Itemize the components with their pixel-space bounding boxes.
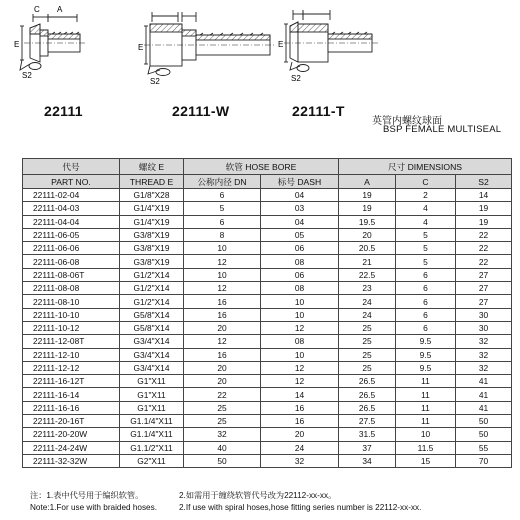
- cell-thread: G1.1/4"X11: [120, 428, 184, 441]
- cell-dim-s2: 70: [456, 454, 512, 467]
- cell-dim-a: 19: [339, 189, 396, 202]
- header-dim-c: C: [396, 175, 456, 189]
- cell-dim-s2: 41: [456, 375, 512, 388]
- cell-part-no: 22111-12-12: [23, 361, 120, 374]
- table-row: [23, 388, 512, 401]
- cell-thread: G1"X11: [120, 401, 184, 414]
- model-label-22111: 22111: [44, 103, 83, 119]
- cell-part-no: 22111-10-12: [23, 321, 120, 334]
- cell-dim-s2: 27: [456, 295, 512, 308]
- cell-thread: G3/4"X14: [120, 348, 184, 361]
- cell-dim-a: 37: [339, 441, 396, 454]
- table-row: [23, 361, 512, 374]
- cell-part-no: 22111-04-03: [23, 202, 120, 215]
- header-dim-a: A: [339, 175, 396, 189]
- cell-thread: G1.1/4"X11: [120, 415, 184, 428]
- cell-dim-a: 26.5: [339, 388, 396, 401]
- cell-part-no: 22111-10-10: [23, 308, 120, 321]
- cell-dim-a: 25: [339, 361, 396, 374]
- cell-part-no: 22111-06-06: [23, 242, 120, 255]
- cell-dim-a: 25: [339, 348, 396, 361]
- cell-thread: G1/8"X28: [120, 189, 184, 202]
- cell-thread: G1/2"X14: [120, 268, 184, 281]
- table-row: [23, 189, 512, 202]
- cell-dim-a: 21: [339, 255, 396, 268]
- cell-dim-c: 11: [396, 415, 456, 428]
- dim-label-c: C: [34, 5, 40, 14]
- cell-dim-c: 6: [396, 308, 456, 321]
- subtitle-chinese: 英管内螺纹球面: [372, 116, 442, 127]
- cell-hose-dash: 12: [261, 375, 339, 388]
- cell-dim-c: 11: [396, 401, 456, 414]
- cell-hose-dash: 12: [261, 361, 339, 374]
- cell-hose-dn: 10: [184, 242, 261, 255]
- model-label-22111-t: 22111-T: [292, 103, 345, 119]
- cell-hose-dash: 08: [261, 282, 339, 295]
- header-part-cn: 代号: [23, 159, 120, 175]
- cell-dim-c: 6: [396, 268, 456, 281]
- cell-dim-s2: 22: [456, 228, 512, 241]
- cell-dim-s2: 41: [456, 388, 512, 401]
- cell-dim-c: 10: [396, 428, 456, 441]
- cell-hose-dash: 06: [261, 268, 339, 281]
- dim-label-a: A: [57, 5, 63, 14]
- header-dimensions: 尺寸 DIMENSIONS: [339, 159, 512, 175]
- cell-hose-dash: 20: [261, 428, 339, 441]
- cell-thread: G1/2"X14: [120, 282, 184, 295]
- table-row: [23, 375, 512, 388]
- cell-dim-a: 19.5: [339, 215, 396, 228]
- cell-thread: G1"X11: [120, 375, 184, 388]
- cell-dim-c: 5: [396, 228, 456, 241]
- cell-dim-a: 24: [339, 308, 396, 321]
- cell-part-no: 22111-20-16T: [23, 415, 120, 428]
- cell-hose-dn: 40: [184, 441, 261, 454]
- cell-hose-dash: 05: [261, 228, 339, 241]
- cell-part-no: 22111-06-05: [23, 228, 120, 241]
- cell-dim-c: 6: [396, 282, 456, 295]
- cell-dim-a: 24: [339, 295, 396, 308]
- table-row: [23, 228, 512, 241]
- cell-thread: G3/8"X19: [120, 255, 184, 268]
- cell-hose-dash: 12: [261, 321, 339, 334]
- cell-dim-c: 2: [396, 189, 456, 202]
- cell-thread: G1"X11: [120, 388, 184, 401]
- cell-dim-a: 22.5: [339, 268, 396, 281]
- cell-hose-dn: 12: [184, 335, 261, 348]
- cell-part-no: 22111-02-04: [23, 189, 120, 202]
- cell-hose-dn: 6: [184, 215, 261, 228]
- cell-dim-c: 11: [396, 375, 456, 388]
- cell-hose-dash: 32: [261, 454, 339, 467]
- cell-hose-dn: 8: [184, 228, 261, 241]
- cell-dim-a: 20.5: [339, 242, 396, 255]
- cell-hose-dash: 06: [261, 242, 339, 255]
- cell-hose-dn: 12: [184, 282, 261, 295]
- cell-dim-c: 5: [396, 255, 456, 268]
- note-line-chinese: [30, 490, 337, 501]
- header-row-2: [23, 175, 512, 189]
- cell-dim-a: 26.5: [339, 401, 396, 414]
- cell-dim-c: 6: [396, 295, 456, 308]
- cell-hose-dn: 20: [184, 361, 261, 374]
- cell-dim-s2: 27: [456, 282, 512, 295]
- cell-dim-s2: 19: [456, 215, 512, 228]
- table-row: [23, 348, 512, 361]
- cell-dim-s2: 14: [456, 189, 512, 202]
- cell-hose-dash: 03: [261, 202, 339, 215]
- cell-hose-dash: 10: [261, 348, 339, 361]
- drawing-22111: [20, 14, 86, 70]
- cell-dim-c: 4: [396, 215, 456, 228]
- cell-hose-dash: 14: [261, 388, 339, 401]
- cell-hose-dash: 10: [261, 295, 339, 308]
- cell-part-no: 22111-04-04: [23, 215, 120, 228]
- table-row: [23, 242, 512, 255]
- cell-dim-a: 19: [339, 202, 396, 215]
- cell-hose-dn: 16: [184, 308, 261, 321]
- cell-dim-c: 6: [396, 321, 456, 334]
- cell-thread: G1.1/2"X11: [120, 441, 184, 454]
- table-row: [23, 441, 512, 454]
- dim-label-e-3: E: [278, 40, 284, 49]
- cell-thread: G5/8"X14: [120, 321, 184, 334]
- table-row: [23, 321, 512, 334]
- note-cn-2: 2.如需用于缠绕软管代号改为22112-xx-xx。: [179, 491, 337, 500]
- spec-table: [22, 158, 512, 468]
- note-cn-1: 注：1.表中代号用于编织软管。: [30, 491, 144, 500]
- cell-part-no: 22111-16-12T: [23, 375, 120, 388]
- cell-dim-s2: 41: [456, 401, 512, 414]
- cell-part-no: 22111-08-10: [23, 295, 120, 308]
- cell-thread: G3/8"X19: [120, 228, 184, 241]
- cell-thread: G3/8"X19: [120, 242, 184, 255]
- cell-dim-s2: 19: [456, 202, 512, 215]
- cell-hose-dash: 08: [261, 335, 339, 348]
- cell-hose-dn: 6: [184, 189, 261, 202]
- cell-part-no: 22111-08-06T: [23, 268, 120, 281]
- table-row: [23, 282, 512, 295]
- model-label-22111-w: 22111-W: [172, 103, 230, 119]
- cell-dim-c: 11.5: [396, 441, 456, 454]
- cell-dim-s2: 50: [456, 415, 512, 428]
- cell-hose-dash: 04: [261, 189, 339, 202]
- cell-thread: G3/4"X14: [120, 335, 184, 348]
- cell-part-no: 22111-08-08: [23, 282, 120, 295]
- fitting-drawings: [0, 0, 520, 100]
- cell-hose-dn: 25: [184, 401, 261, 414]
- cell-dim-c: 15: [396, 454, 456, 467]
- cell-dim-s2: 22: [456, 242, 512, 255]
- header-dim-s2: S2: [456, 175, 512, 189]
- header-hose-bore: 软管 HOSE BORE: [184, 159, 339, 175]
- table-row: [23, 255, 512, 268]
- header-part-en: PART NO.: [23, 175, 120, 189]
- cell-dim-c: 9.5: [396, 348, 456, 361]
- cell-part-no: 22111-32-32W: [23, 454, 120, 467]
- drawing-22111-t: [284, 10, 378, 72]
- cell-part-no: 22111-12-10: [23, 348, 120, 361]
- cell-dim-s2: 27: [456, 268, 512, 281]
- cell-hose-dn: 5: [184, 202, 261, 215]
- cell-hose-dash: 16: [261, 415, 339, 428]
- cell-thread: G5/8"X14: [120, 308, 184, 321]
- header-hose-dash: 标号 DASH: [261, 175, 339, 189]
- cell-dim-s2: 32: [456, 361, 512, 374]
- table-row: [23, 401, 512, 414]
- cell-thread: G3/4"X14: [120, 361, 184, 374]
- table-row: [23, 428, 512, 441]
- cell-dim-a: 25: [339, 335, 396, 348]
- cell-dim-a: 26.5: [339, 375, 396, 388]
- table-row: [23, 308, 512, 321]
- cell-part-no: 22111-16-14: [23, 388, 120, 401]
- dim-label-s2-3: S2: [291, 74, 301, 83]
- header-thread-cn: 螺纹 E: [120, 159, 184, 175]
- cell-dim-s2: 32: [456, 348, 512, 361]
- note-en-2: 2.If use with spiral hoses,hose fitting series number is 22112-xx-xx.: [179, 503, 422, 512]
- subtitle-english: BSP FEMALE MULTISEAL: [383, 124, 502, 135]
- header-thread-en: THREAD E: [120, 175, 184, 189]
- cell-hose-dash: 04: [261, 215, 339, 228]
- cell-hose-dash: 16: [261, 401, 339, 414]
- cell-part-no: 22111-12-08T: [23, 335, 120, 348]
- cell-dim-s2: 30: [456, 321, 512, 334]
- cell-dim-c: 4: [396, 202, 456, 215]
- table-row: [23, 295, 512, 308]
- note-line-english: [30, 503, 422, 512]
- cell-hose-dash: 10: [261, 308, 339, 321]
- drawing-22111-w: [144, 12, 276, 76]
- cell-hose-dn: 10: [184, 268, 261, 281]
- cell-dim-c: 11: [396, 388, 456, 401]
- cell-hose-dn: 12: [184, 255, 261, 268]
- cell-hose-dn: 25: [184, 415, 261, 428]
- cell-dim-c: 9.5: [396, 335, 456, 348]
- header-row-1: [23, 159, 512, 175]
- cell-part-no: 22111-06-08: [23, 255, 120, 268]
- cell-dim-a: 27.5: [339, 415, 396, 428]
- note-en-1: Note:1.For use with braided hoses.: [30, 503, 157, 512]
- header-hose-dn: 公称内径 DN: [184, 175, 261, 189]
- table-row: [23, 268, 512, 281]
- cell-dim-s2: 50: [456, 428, 512, 441]
- cell-dim-a: 20: [339, 228, 396, 241]
- table-row: [23, 454, 512, 467]
- cell-part-no: 22111-24-24W: [23, 441, 120, 454]
- cell-hose-dn: 16: [184, 295, 261, 308]
- dim-label-e-2: E: [138, 43, 144, 52]
- cell-dim-a: 31.5: [339, 428, 396, 441]
- cell-hose-dn: 32: [184, 428, 261, 441]
- cell-dim-s2: 30: [456, 308, 512, 321]
- cell-dim-a: 23: [339, 282, 396, 295]
- cell-part-no: 22111-20-20W: [23, 428, 120, 441]
- cell-hose-dn: 50: [184, 454, 261, 467]
- cell-thread: G1/2"X14: [120, 295, 184, 308]
- cell-dim-s2: 55: [456, 441, 512, 454]
- cell-thread: G1/4"X19: [120, 202, 184, 215]
- cell-dim-c: 9.5: [396, 361, 456, 374]
- cell-dim-a: 34: [339, 454, 396, 467]
- dim-label-e: E: [14, 40, 20, 49]
- cell-hose-dn: 22: [184, 388, 261, 401]
- cell-hose-dn: 20: [184, 321, 261, 334]
- table-row: [23, 415, 512, 428]
- cell-dim-a: 25: [339, 321, 396, 334]
- cell-dim-s2: 32: [456, 335, 512, 348]
- cell-hose-dash: 08: [261, 255, 339, 268]
- dim-label-s2: S2: [22, 71, 32, 80]
- table-row: [23, 215, 512, 228]
- cell-dim-s2: 22: [456, 255, 512, 268]
- table-row: [23, 335, 512, 348]
- spec-table-body: [23, 159, 512, 468]
- cell-dim-c: 5: [396, 242, 456, 255]
- table-row: [23, 202, 512, 215]
- cell-part-no: 22111-16-16: [23, 401, 120, 414]
- cell-hose-dn: 16: [184, 348, 261, 361]
- dim-label-s2-2: S2: [150, 77, 160, 86]
- cell-thread: G2"X11: [120, 454, 184, 467]
- cell-hose-dn: 20: [184, 375, 261, 388]
- cell-hose-dash: 24: [261, 441, 339, 454]
- cell-thread: G1/4"X19: [120, 215, 184, 228]
